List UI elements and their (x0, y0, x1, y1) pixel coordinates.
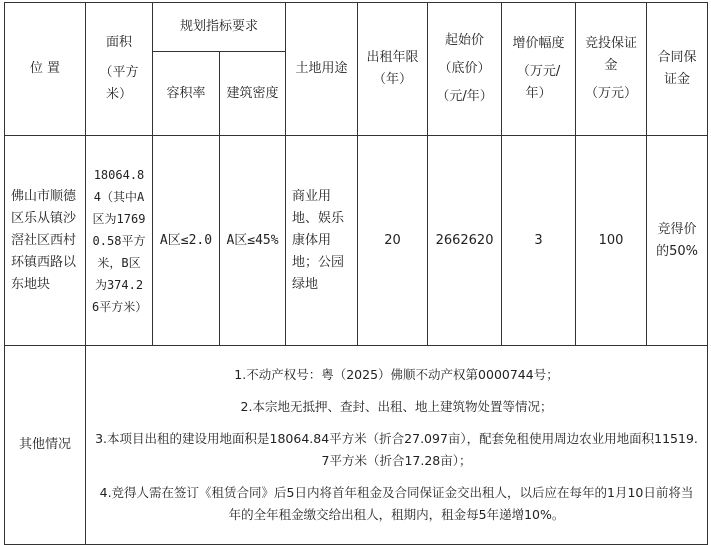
other-notes (86, 346, 708, 545)
header-contract-deposit: 合同保证金 (647, 3, 708, 136)
header-increment-unit: （万元/年） (516, 64, 561, 101)
other-label: 其他情况 (5, 346, 86, 545)
header-deposit-unit: （万元） (585, 86, 638, 101)
header-start-price-unit: （元/年） (436, 89, 493, 104)
header-increment (502, 3, 576, 136)
header-deposit (576, 3, 647, 136)
cell-far: A区≤2.0 (153, 136, 220, 346)
header-lease-term: 出租年限（年） (358, 3, 428, 136)
land-lease-table (4, 2, 708, 545)
cell-density: A区≤45% (220, 136, 286, 346)
header-planning: 规划指标要求 (153, 3, 286, 52)
cell-contract-deposit: 竞得价的50% (647, 136, 708, 346)
note-item: 3.本项目出租的建设用地面积是18064.84平方米（折合27.097亩），配套免租使用周边农业用地面积11519.7平方米（折合17.28亩）； (95, 431, 698, 468)
cell-land-use: 商业用地、娱乐康体用地；公园绿地 (286, 136, 358, 346)
cell-increment: 3 (502, 136, 576, 346)
table-row (5, 136, 708, 346)
header-start-price-label: 起始价 (445, 33, 485, 48)
header-area-unit: （平方米） (99, 65, 139, 102)
table-row (5, 346, 708, 545)
header-location: 位 置 (5, 3, 86, 136)
note-item: 2.本宗地无抵押、查封、出租、地上建筑物处置等情况； (240, 399, 553, 414)
header-start-price-sub: （底价） (438, 61, 491, 76)
header-area-label: 面积 (105, 35, 132, 50)
header-density: 建筑密度 (220, 52, 286, 136)
note-item: 4.竞得人需在签订《租赁合同》后5日内将首年租金及合同保证金交出租人，以后应在每年的1月10日前将当年的全年租金缴交给出租人，租期内，租金每5年递增10%。 (99, 485, 694, 522)
header-start-price (428, 3, 502, 136)
cell-area: 18064.84（其中A区为17690.58平方米，B区为374.26平方米） (86, 136, 153, 346)
header-area (86, 3, 153, 136)
note-item: 1.不动产权号：粤（2025）佛顺不动产权第0000744号； (234, 367, 559, 382)
cell-lease-term: 20 (358, 136, 428, 346)
header-land-use: 土地用途 (286, 3, 358, 136)
cell-deposit: 100 (576, 136, 647, 346)
cell-location: 佛山市顺德区乐从镇沙滘社区西村环镇西路以东地块 (5, 136, 86, 346)
header-far: 容积率 (153, 52, 220, 136)
header-deposit-label: 竞投保证金 (585, 36, 638, 73)
cell-start-price: 2662620 (428, 136, 502, 346)
header-increment-label: 增价幅度 (512, 36, 565, 51)
